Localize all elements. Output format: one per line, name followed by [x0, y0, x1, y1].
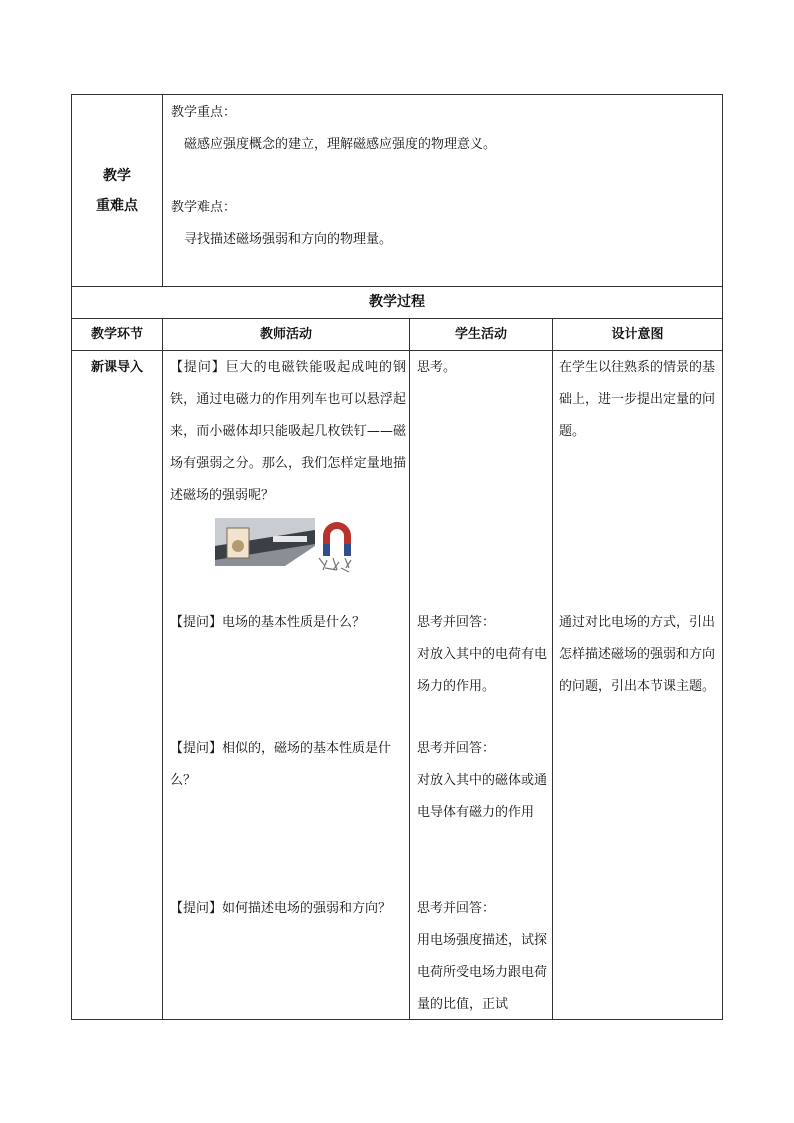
key-points-content [171, 97, 711, 256]
divider [162, 318, 163, 1020]
divider [409, 318, 410, 1020]
student-activity-2: 思考并回答： 对放入其中的电荷有电场力的作用。 [417, 615, 548, 694]
focus-text: 磁感应强度概念的建立，理解磁感应强度的物理意义。 [184, 137, 497, 152]
divider [162, 95, 163, 286]
design-intent-1: 在学生以往熟系的情景的基础上，进一步提出定量的问题。 [559, 360, 716, 439]
header-teacher: 教师活动 [259, 327, 312, 342]
student-activity-1: 思考。 [417, 360, 457, 375]
focus-title: 教学重点： [171, 105, 237, 120]
student-activity-3: 思考并回答： 对放入其中的磁体或通电导体有磁力的作用 [417, 741, 548, 820]
header-stage: 教学环节 [90, 327, 143, 342]
process-title: 教学过程 [369, 294, 425, 310]
teacher-activity-3: 【提问】相似的，磁场的基本性质是什么？ [170, 741, 392, 788]
lesson-plan-table [71, 94, 723, 1020]
teacher-activity-2: 【提问】电场的基本性质是什么？ [170, 615, 366, 630]
maglev-photo [215, 518, 315, 566]
key-points-label [72, 161, 162, 221]
horseshoe-magnet-icon [319, 522, 351, 572]
design-intent-2: 通过对比电场的方式，引出怎样描述磁场的强弱和方向的问题，引出本节课主题。 [559, 615, 716, 694]
maglev-magnet-illustration [215, 516, 355, 576]
teacher-activity-1: 【提问】巨大的电磁铁能吸起成吨的钢铁，通过电磁力的作用列车也可以悬浮起来，而小磁体却只能吸起几枚铁钉——磁场有强弱之分。那么，我们怎样定量地描述磁场的强弱呢？ [170, 360, 406, 503]
stage-label: 新课导入 [90, 360, 143, 375]
header-intent: 设计意图 [611, 327, 664, 342]
student-activity-4: 思考并回答： 用电场强度描述，试探电荷所受电场力跟电荷量的比值，正试 [417, 901, 548, 1012]
header-student: 学生活动 [454, 327, 507, 342]
teacher-activity-4: 【提问】如何描述电场的强弱和方向？ [170, 901, 392, 916]
key-points-label-line1: 教学 [103, 168, 131, 184]
divider [552, 318, 553, 1020]
key-points-label-line2: 重难点 [96, 198, 138, 214]
difficulty-text: 寻找描述磁场强弱和方向的物理量。 [184, 232, 393, 247]
difficulty-title: 教学难点： [171, 200, 237, 215]
divider [72, 350, 722, 351]
